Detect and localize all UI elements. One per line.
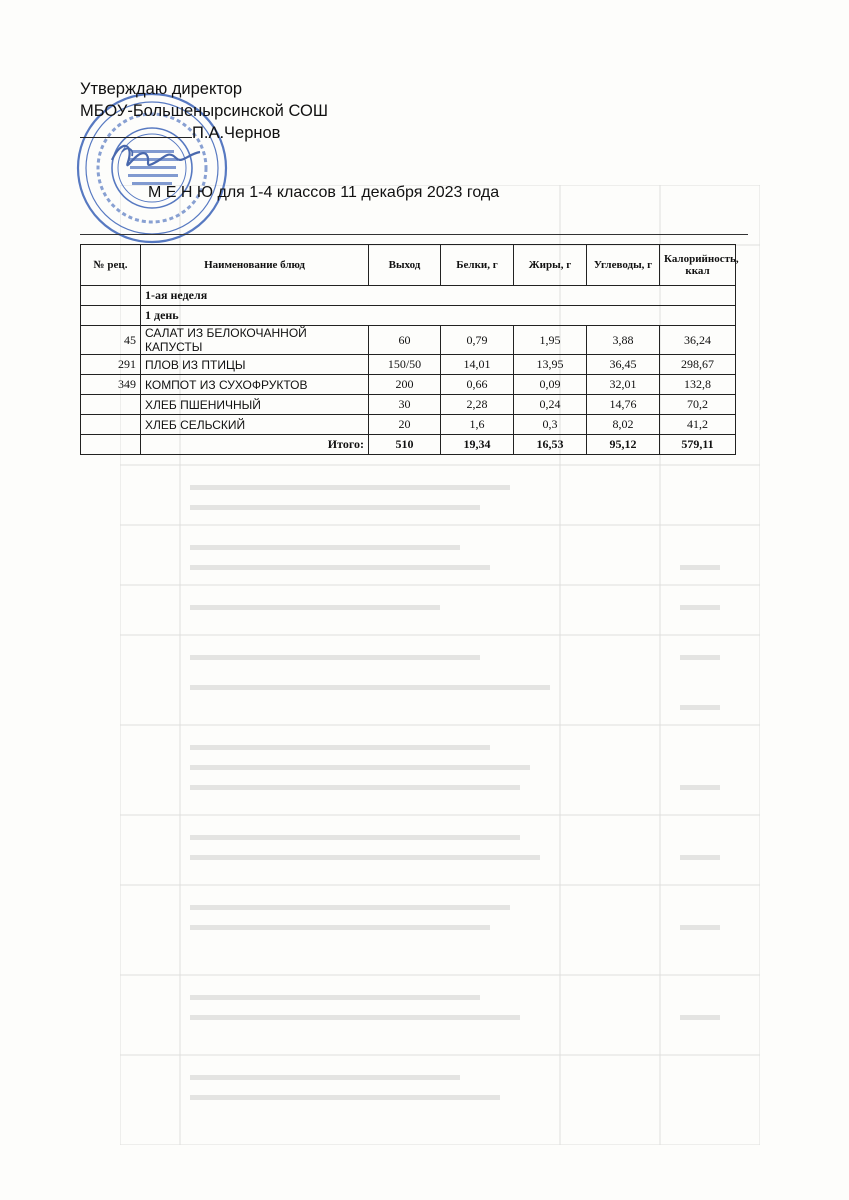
header-fat: Жиры, г: [514, 245, 587, 286]
table-row: [81, 395, 736, 415]
row-portion: 150/50: [369, 355, 441, 375]
row-name: КОМПОТ ИЗ СУХОФРУКТОВ: [141, 375, 369, 395]
total-kcal: 579,11: [660, 435, 736, 455]
total-portion: 510: [369, 435, 441, 455]
total-row: [81, 435, 736, 455]
row-num: 291: [81, 355, 141, 375]
total-carbs: 95,12: [587, 435, 660, 455]
table-row: [81, 375, 736, 395]
approval-line-1: Утверждаю директор: [80, 80, 243, 98]
header-carbs: Углеводы, г: [587, 245, 660, 286]
header-kcal: Калорийность, ккал: [660, 245, 736, 286]
row-num: [81, 415, 141, 435]
title-divider: [80, 234, 748, 235]
row-protein: 0,79: [441, 326, 514, 355]
row-kcal: 298,67: [660, 355, 736, 375]
row-portion: 200: [369, 375, 441, 395]
row-name: ПЛОВ ИЗ ПТИЦЫ: [141, 355, 369, 375]
row-fat: 1,95: [514, 326, 587, 355]
row-protein: 14,01: [441, 355, 514, 375]
day-num-cell: [81, 306, 141, 326]
total-protein: 19,34: [441, 435, 514, 455]
table-row: [81, 415, 736, 435]
row-fat: 0,3: [514, 415, 587, 435]
table-header-row: [81, 245, 736, 286]
table-row: [81, 326, 736, 355]
row-fat: 0,09: [514, 375, 587, 395]
row-portion: 60: [369, 326, 441, 355]
total-label: Итого:: [141, 435, 369, 455]
row-num: [81, 395, 141, 415]
row-kcal: 70,2: [660, 395, 736, 415]
row-protein: 0,66: [441, 375, 514, 395]
approval-block: [80, 78, 328, 144]
signature-blank: [80, 123, 192, 138]
header-name: Наименование блюд: [141, 245, 369, 286]
menu-title: М Е Н Ю для 1-4 классов 11 декабря 2023 года: [148, 184, 500, 201]
total-fat: 16,53: [514, 435, 587, 455]
week-row: [81, 286, 736, 306]
row-carbs: 14,76: [587, 395, 660, 415]
row-kcal: 41,2: [660, 415, 736, 435]
total-num-cell: [81, 435, 141, 455]
row-portion: 30: [369, 395, 441, 415]
row-name: ХЛЕБ СЕЛЬСКИЙ: [141, 415, 369, 435]
row-num: 45: [81, 326, 141, 355]
row-kcal: 36,24: [660, 326, 736, 355]
header-protein: Белки, г: [441, 245, 514, 286]
row-protein: 1,6: [441, 415, 514, 435]
row-protein: 2,28: [441, 395, 514, 415]
header-num: № рец.: [81, 245, 141, 286]
row-fat: 0,24: [514, 395, 587, 415]
approval-line-2: МБОУ-Большенырсинской СОШ: [80, 102, 328, 120]
day-row: [81, 306, 736, 326]
week-num-cell: [81, 286, 141, 306]
header-portion: Выход: [369, 245, 441, 286]
row-portion: 20: [369, 415, 441, 435]
row-carbs: 32,01: [587, 375, 660, 395]
approval-signature-line: [80, 122, 328, 144]
table-row: [81, 355, 736, 375]
row-fat: 13,95: [514, 355, 587, 375]
row-name: ХЛЕБ ПШЕНИЧНЫЙ: [141, 395, 369, 415]
row-carbs: 36,45: [587, 355, 660, 375]
row-kcal: 132,8: [660, 375, 736, 395]
row-carbs: 3,88: [587, 326, 660, 355]
week-label: 1-ая неделя: [141, 286, 736, 306]
row-num: 349: [81, 375, 141, 395]
row-name: САЛАТ ИЗ БЕЛОКОЧАННОЙ КАПУСТЫ: [141, 326, 369, 355]
row-carbs: 8,02: [587, 415, 660, 435]
day-label: 1 день: [141, 306, 736, 326]
approval-signer: П.А.Чернов: [192, 124, 281, 142]
menu-table: [80, 244, 739, 455]
